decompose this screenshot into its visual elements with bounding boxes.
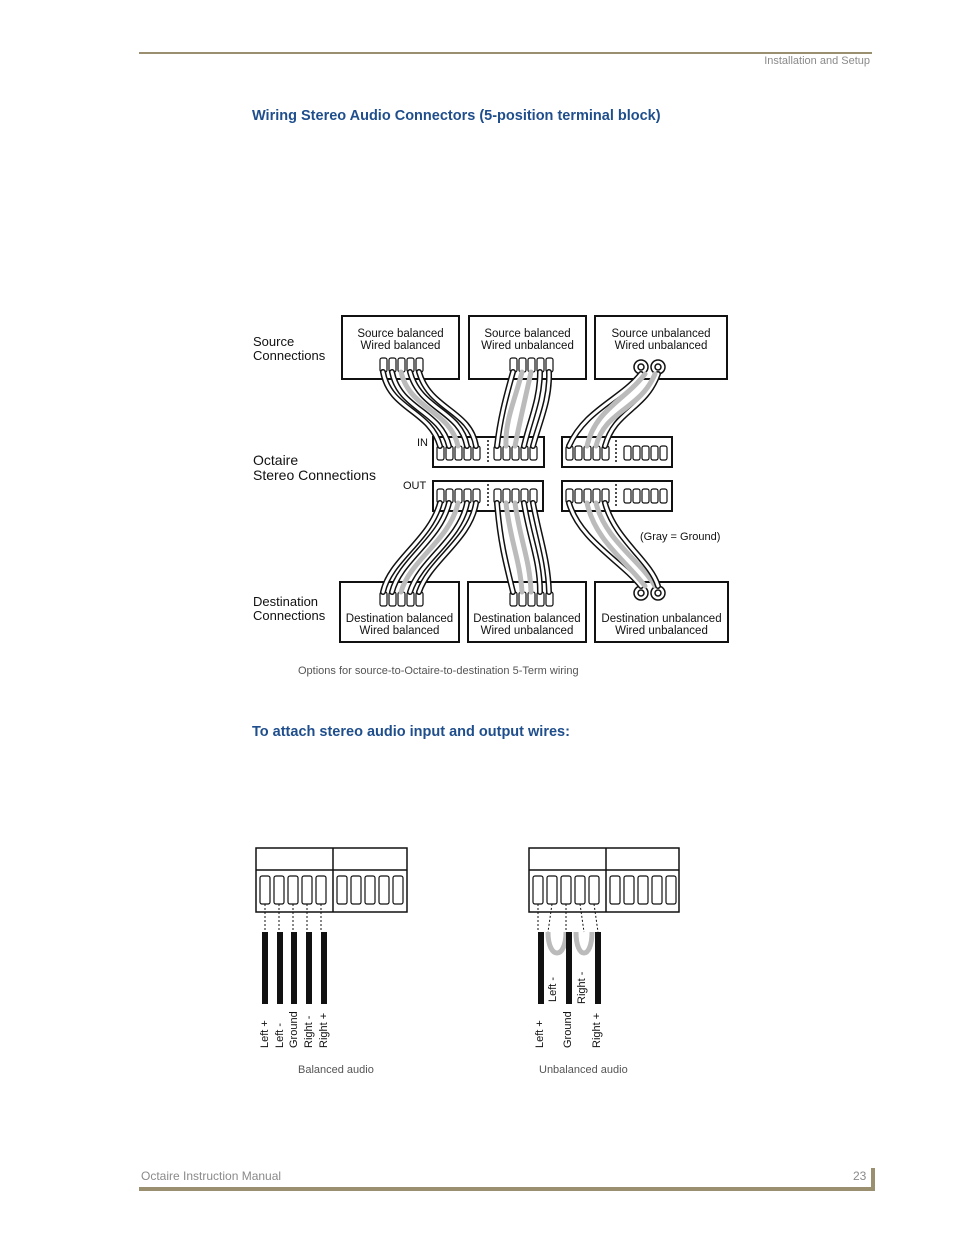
source-box-1-label: Source balanced Wired balanced [357, 328, 444, 352]
section-heading-attach: To attach stereo audio input and output wires: [252, 724, 570, 740]
source-box-3-label: Source unbalanced Wired unbalanced [611, 328, 711, 352]
footer-rule [139, 1187, 875, 1191]
balanced-label-left-plus: Left + [259, 1020, 271, 1048]
footer-manual-title: Octaire Instruction Manual [141, 1169, 282, 1183]
unbalanced-label-ground: Ground [562, 1011, 574, 1048]
source-connections-label: Source Connections [253, 334, 326, 363]
destination-connections-label: Destination Connections [253, 594, 326, 623]
footer-rule-end [871, 1168, 875, 1191]
page-number: 23 [853, 1169, 867, 1183]
gray-ground-note: (Gray = Ground) [640, 531, 721, 543]
dest-box-1-label: Destination balanced Wired balanced [345, 613, 454, 637]
balanced-caption: Balanced audio [298, 1064, 374, 1076]
in-label: IN [417, 437, 428, 449]
dest-box-2-label: Destination balanced Wired unbalanced [473, 613, 581, 637]
header-section-title: Installation and Setup [764, 55, 870, 67]
unbalanced-label-right-plus: Right + [591, 1012, 603, 1048]
unbalanced-label-left-plus: Left + [534, 1020, 546, 1048]
unbalanced-caption: Unbalanced audio [539, 1064, 628, 1076]
balanced-label-left-minus: Left - [274, 1022, 286, 1048]
dest-box-3-label: Destination unbalanced Wired unbalanced [601, 613, 722, 637]
out-label: OUT [403, 480, 427, 492]
balanced-label-right-plus: Right + [318, 1012, 330, 1048]
source-box-2-label: Source balanced Wired unbalanced [481, 328, 574, 352]
section-heading-wiring: Wiring Stereo Audio Connectors (5-position terminal block) [252, 108, 661, 124]
diagram-caption: Options for source-to-Octaire-to-destination 5-Term wiring [298, 665, 579, 677]
unbalanced-label-left-minus: Left - [547, 976, 559, 1002]
octaire-connections-label: Octaire Stereo Connections [253, 452, 376, 483]
balanced-label-ground: Ground [288, 1011, 300, 1048]
balanced-label-right-minus: Right - [303, 1015, 315, 1048]
unbalanced-label-right-minus: Right - [576, 971, 588, 1004]
